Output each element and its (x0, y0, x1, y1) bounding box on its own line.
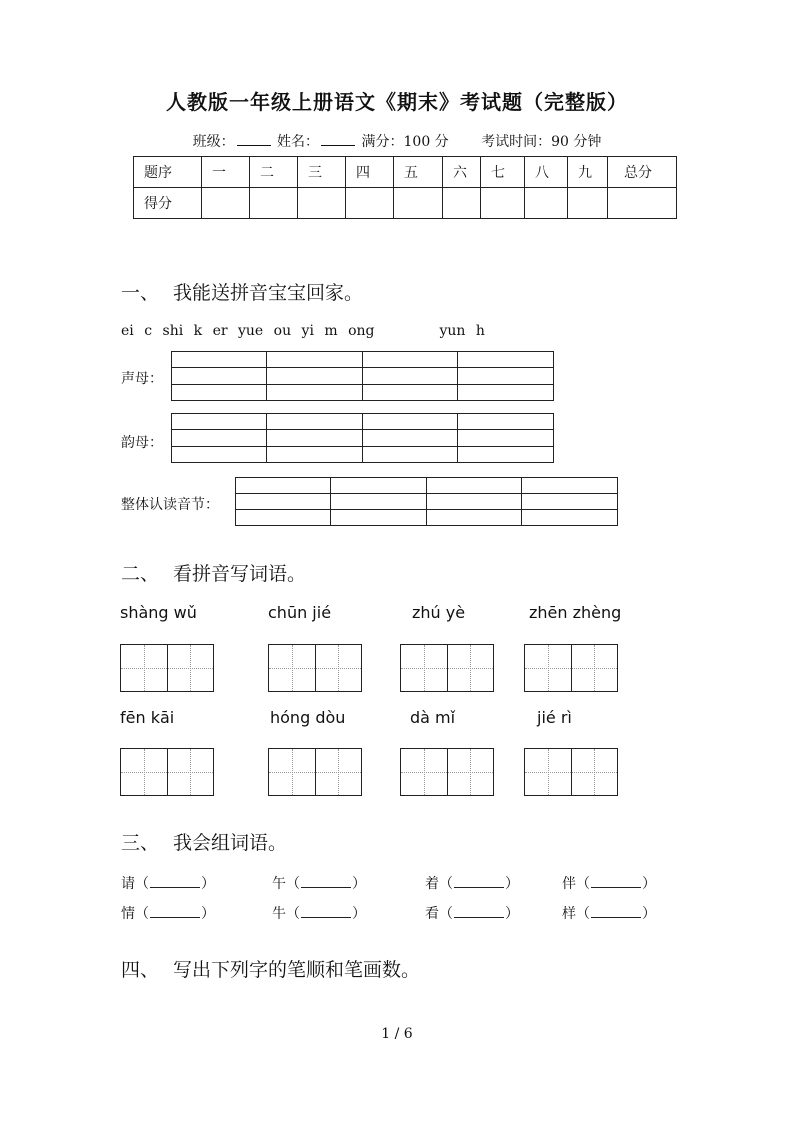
pinyin-prompt: chūn jié (268, 603, 332, 622)
table-cell: 得分 (134, 188, 202, 219)
word-item[interactable]: 伴（ ） (562, 876, 656, 892)
shengmu-label: 声母： (121, 371, 163, 387)
score-input-cell[interactable] (481, 188, 525, 219)
table-cell: 五 (394, 157, 443, 188)
writing-grid[interactable] (120, 748, 214, 796)
name-blank (321, 133, 355, 146)
pinyin-prompt: zhēn zhèng (529, 603, 622, 622)
table-cell: 三 (298, 157, 346, 188)
section-3-heading (121, 828, 287, 855)
word-item[interactable]: 样（ ） (562, 906, 656, 922)
score-input-cell[interactable] (525, 188, 568, 219)
section-number: 二、 (121, 563, 160, 585)
section-title: 看拼音写词语。 (173, 563, 307, 585)
exam-time: 考试时间：90 分钟 (481, 134, 602, 150)
section-number: 四、 (121, 959, 160, 981)
section-1-heading (121, 278, 363, 305)
table-cell: 二 (250, 157, 298, 188)
score-input-cell[interactable] (250, 188, 298, 219)
page-number: 1 / 6 (381, 1026, 413, 1042)
score-table (133, 156, 677, 219)
pinyin-prompt: hóng dòu (270, 708, 346, 727)
score-input-cell[interactable] (608, 188, 677, 219)
writing-grid[interactable] (268, 748, 362, 796)
word-item[interactable]: 请（ ） (121, 876, 215, 892)
score-table-header-row (134, 157, 677, 188)
writing-grid[interactable] (268, 644, 362, 692)
pinyin-list (121, 323, 485, 339)
section-title: 写出下列字的笔顺和笔画数。 (173, 959, 421, 981)
pinyin-items-extra: yun h (439, 323, 485, 339)
exam-info (0, 131, 794, 151)
table-cell: 七 (481, 157, 525, 188)
page-title: 人教版一年级上册语文《期末》考试题（完整版） (166, 90, 628, 114)
table-cell: 八 (525, 157, 568, 188)
word-item[interactable]: 着（ ） (425, 876, 519, 892)
word-item[interactable]: 午（ ） (272, 876, 366, 892)
table-cell: 题序 (134, 157, 202, 188)
yunmu-label: 韵母： (121, 435, 163, 451)
pinyin-prompt: shàng wǔ (120, 603, 197, 622)
writing-grid[interactable] (524, 748, 618, 796)
score-input-cell[interactable] (394, 188, 443, 219)
writing-grid[interactable] (120, 644, 214, 692)
yunmu-grid[interactable] (171, 413, 554, 463)
pinyin-prompt: zhú yè (412, 603, 466, 622)
pinyin-prompt: dà mǐ (410, 708, 456, 727)
full-score: 满分：100 分 (361, 134, 449, 150)
table-cell: 九 (568, 157, 608, 188)
word-item[interactable]: 看（ ） (425, 906, 519, 922)
section-title: 我能送拼音宝宝回家。 (173, 282, 364, 304)
word-item[interactable]: 牛（ ） (272, 906, 366, 922)
word-item[interactable]: 情（ ） (121, 906, 215, 922)
score-input-cell[interactable] (298, 188, 346, 219)
table-cell: 一 (202, 157, 250, 188)
score-input-cell[interactable] (346, 188, 394, 219)
class-blank (237, 133, 271, 146)
class-label: 班级： (192, 134, 235, 150)
section-4-heading (121, 955, 420, 982)
writing-grid[interactable] (524, 644, 618, 692)
score-input-cell[interactable] (568, 188, 608, 219)
pinyin-items: ei c shi k er yue ou yi m ong (121, 323, 375, 339)
zhengti-grid[interactable] (235, 477, 618, 526)
score-input-cell[interactable] (443, 188, 481, 219)
section-title: 我会组词语。 (173, 832, 288, 854)
score-input-cell[interactable] (202, 188, 250, 219)
writing-grid[interactable] (400, 644, 494, 692)
pinyin-prompt: fēn kāi (120, 708, 175, 727)
section-number: 三、 (121, 832, 160, 854)
table-cell: 六 (443, 157, 481, 188)
score-table-score-row (134, 188, 677, 219)
writing-grid[interactable] (400, 748, 494, 796)
section-number: 一、 (121, 282, 160, 304)
name-label: 姓名： (277, 134, 320, 150)
table-cell: 四 (346, 157, 394, 188)
section-2-heading (121, 559, 306, 586)
shengmu-grid[interactable] (171, 351, 554, 401)
pinyin-prompt: jié rì (537, 708, 572, 727)
zhengti-label: 整体认读音节： (121, 497, 219, 513)
table-cell: 总分 (608, 157, 677, 188)
